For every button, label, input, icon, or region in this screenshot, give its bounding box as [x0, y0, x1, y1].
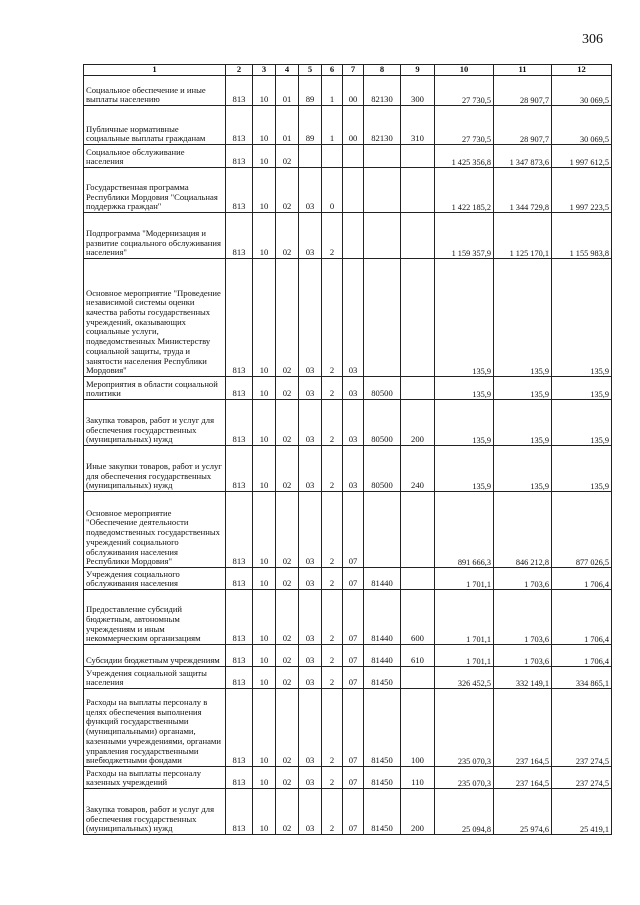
amount-cell: 135,9 [494, 259, 552, 377]
code-cell: 82130 [364, 106, 401, 145]
code-cell: 300 [401, 76, 435, 106]
code-cell: 2 [322, 568, 343, 590]
amount-cell: 1 997 612,5 [552, 145, 612, 168]
code-cell: 200 [401, 789, 435, 835]
code-cell: 07 [343, 590, 364, 645]
amount-cell: 1 706,4 [552, 590, 612, 645]
code-cell: 813 [226, 145, 253, 168]
code-cell: 02 [276, 259, 299, 377]
code-cell: 07 [343, 789, 364, 835]
amount-cell: 1 125 170,1 [494, 213, 552, 259]
code-cell: 81440 [364, 590, 401, 645]
amount-cell: 25 419,1 [552, 789, 612, 835]
code-cell: 2 [322, 645, 343, 667]
table-row [84, 400, 612, 446]
code-cell: 240 [401, 446, 435, 492]
code-cell: 02 [276, 213, 299, 259]
code-cell: 10 [253, 767, 276, 789]
amount-cell: 27 730,5 [435, 106, 494, 145]
code-cell: 10 [253, 568, 276, 590]
code-cell: 02 [276, 168, 299, 213]
code-cell: 813 [226, 259, 253, 377]
amount-cell: 1 703,6 [494, 645, 552, 667]
amount-cell: 237 274,5 [552, 767, 612, 789]
row-name-cell: Социальное обслуживание населения [84, 145, 226, 168]
code-cell: 82130 [364, 76, 401, 106]
amount-cell: 1 706,4 [552, 568, 612, 590]
amount-cell: 1 706,4 [552, 645, 612, 667]
code-cell: 1 [322, 106, 343, 145]
row-name-cell: Иные закупки товаров, работ и услуг для обеспечения государственных (муниципальных) нужд [84, 446, 226, 492]
code-cell: 813 [226, 568, 253, 590]
code-cell [401, 168, 435, 213]
code-cell: 813 [226, 767, 253, 789]
amount-cell: 30 069,5 [552, 76, 612, 106]
table-row [84, 446, 612, 492]
code-cell: 07 [343, 689, 364, 767]
row-name-cell: Закупка товаров, работ и услуг для обеспечения государственных (муниципальных) нужд [84, 789, 226, 835]
code-cell: 110 [401, 767, 435, 789]
amount-cell: 28 907,7 [494, 106, 552, 145]
code-cell: 02 [276, 400, 299, 446]
code-cell: 81450 [364, 789, 401, 835]
code-cell: 81450 [364, 667, 401, 689]
table-header-row [84, 65, 612, 76]
row-name-cell: Мероприятия в области социальной политики [84, 377, 226, 400]
code-cell: 89 [299, 76, 322, 106]
code-cell: 00 [343, 76, 364, 106]
code-cell: 10 [253, 667, 276, 689]
column-header: 9 [401, 65, 435, 76]
code-cell [401, 377, 435, 400]
code-cell: 02 [276, 789, 299, 835]
amount-cell: 237 164,5 [494, 767, 552, 789]
code-cell: 02 [276, 645, 299, 667]
amount-cell: 1 703,6 [494, 590, 552, 645]
code-cell: 02 [276, 377, 299, 400]
amount-cell: 135,9 [435, 400, 494, 446]
column-header: 2 [226, 65, 253, 76]
row-name-cell: Подпрограмма "Модернизация и развитие социального обслуживания населения" [84, 213, 226, 259]
code-cell: 03 [299, 789, 322, 835]
code-cell: 80500 [364, 446, 401, 492]
code-cell: 2 [322, 446, 343, 492]
code-cell [343, 145, 364, 168]
amount-cell: 1 701,1 [435, 568, 494, 590]
code-cell [322, 145, 343, 168]
code-cell [299, 145, 322, 168]
code-cell: 200 [401, 400, 435, 446]
amount-cell: 1 701,1 [435, 590, 494, 645]
column-header: 6 [322, 65, 343, 76]
row-name-cell: Расходы на выплаты персоналу казенных учреждений [84, 767, 226, 789]
code-cell [343, 213, 364, 259]
row-name-cell: Основное мероприятие "Проведение независимой системы оценки качества работы государственных учреждений, оказывающих социальные услуги, подведомственных Министерству социальной защиты, труда и занятости населения Республики Мордовия" [84, 259, 226, 377]
table-row [84, 145, 612, 168]
code-cell: 10 [253, 106, 276, 145]
code-cell [401, 492, 435, 568]
code-cell [364, 492, 401, 568]
amount-cell: 135,9 [435, 259, 494, 377]
column-header: 10 [435, 65, 494, 76]
code-cell: 600 [401, 590, 435, 645]
code-cell [401, 259, 435, 377]
column-header: 3 [253, 65, 276, 76]
code-cell: 2 [322, 590, 343, 645]
amount-cell: 135,9 [552, 259, 612, 377]
table-row [84, 377, 612, 400]
amount-cell: 1 347 873,6 [494, 145, 552, 168]
code-cell: 03 [343, 377, 364, 400]
code-cell [401, 568, 435, 590]
table-row [84, 259, 612, 377]
code-cell: 10 [253, 145, 276, 168]
code-cell [364, 145, 401, 168]
code-cell: 2 [322, 259, 343, 377]
code-cell: 813 [226, 400, 253, 446]
table-row [84, 213, 612, 259]
amount-cell: 332 149,1 [494, 667, 552, 689]
code-cell [343, 168, 364, 213]
amount-cell: 135,9 [552, 377, 612, 400]
code-cell: 10 [253, 789, 276, 835]
table-row [84, 689, 612, 767]
code-cell: 10 [253, 689, 276, 767]
table-row [84, 492, 612, 568]
code-cell: 2 [322, 767, 343, 789]
row-name-cell: Государственная программа Республики Мордовия "Социальная поддержка граждан" [84, 168, 226, 213]
code-cell: 100 [401, 689, 435, 767]
table-row [84, 168, 612, 213]
code-cell: 03 [299, 492, 322, 568]
code-cell: 813 [226, 645, 253, 667]
code-cell: 03 [299, 168, 322, 213]
code-cell [364, 213, 401, 259]
column-header: 1 [84, 65, 226, 76]
code-cell: 813 [226, 446, 253, 492]
amount-cell: 1 997 223,5 [552, 168, 612, 213]
amount-cell: 237 164,5 [494, 689, 552, 767]
amount-cell: 27 730,5 [435, 76, 494, 106]
table-row [84, 789, 612, 835]
row-name-cell: Публичные нормативные социальные выплаты гражданам [84, 106, 226, 145]
code-cell [401, 213, 435, 259]
code-cell: 03 [299, 590, 322, 645]
code-cell: 10 [253, 446, 276, 492]
row-name-cell: Учреждения социального обслуживания населения [84, 568, 226, 590]
table-row [84, 590, 612, 645]
amount-cell: 1 703,6 [494, 568, 552, 590]
code-cell: 81450 [364, 767, 401, 789]
code-cell: 03 [299, 400, 322, 446]
amount-cell: 28 907,7 [494, 76, 552, 106]
amount-cell: 235 070,3 [435, 689, 494, 767]
amount-cell: 326 452,5 [435, 667, 494, 689]
code-cell: 80500 [364, 400, 401, 446]
amount-cell: 1 155 983,8 [552, 213, 612, 259]
code-cell: 813 [226, 377, 253, 400]
code-cell [401, 145, 435, 168]
code-cell: 813 [226, 789, 253, 835]
amount-cell: 135,9 [494, 446, 552, 492]
code-cell: 03 [299, 645, 322, 667]
code-cell [364, 168, 401, 213]
code-cell: 2 [322, 667, 343, 689]
code-cell: 813 [226, 106, 253, 145]
code-cell: 03 [299, 767, 322, 789]
code-cell: 610 [401, 645, 435, 667]
amount-cell: 891 666,3 [435, 492, 494, 568]
code-cell: 02 [276, 492, 299, 568]
code-cell: 10 [253, 377, 276, 400]
code-cell: 03 [299, 213, 322, 259]
code-cell: 813 [226, 213, 253, 259]
row-name-cell: Закупка товаров, работ и услуг для обеспечения государственных (муниципальных) нужд [84, 400, 226, 446]
table-row [84, 667, 612, 689]
amount-cell: 1 425 356,8 [435, 145, 494, 168]
code-cell: 10 [253, 590, 276, 645]
row-name-cell: Основное мероприятие "Обеспечение деятельности подведомственных государственных учреждений социального обслуживания населения Республики Мордовия" [84, 492, 226, 568]
amount-cell: 135,9 [552, 400, 612, 446]
code-cell: 02 [276, 568, 299, 590]
table-row [84, 645, 612, 667]
amount-cell: 135,9 [494, 377, 552, 400]
code-cell: 03 [343, 259, 364, 377]
code-cell: 813 [226, 590, 253, 645]
amount-cell: 135,9 [494, 400, 552, 446]
code-cell: 07 [343, 667, 364, 689]
column-header: 7 [343, 65, 364, 76]
code-cell: 81450 [364, 689, 401, 767]
code-cell: 03 [299, 568, 322, 590]
row-name-cell: Учреждения социальной защиты населения [84, 667, 226, 689]
code-cell: 01 [276, 76, 299, 106]
code-cell: 813 [226, 76, 253, 106]
code-cell: 2 [322, 377, 343, 400]
code-cell: 02 [276, 145, 299, 168]
amount-cell: 846 212,8 [494, 492, 552, 568]
row-name-cell: Предоставление субсидий бюджетным, автономным учреждениям и иным некоммерческим организациям [84, 590, 226, 645]
code-cell: 10 [253, 492, 276, 568]
code-cell: 03 [299, 667, 322, 689]
amount-cell: 30 069,5 [552, 106, 612, 145]
table-row [84, 76, 612, 106]
amount-cell: 135,9 [552, 446, 612, 492]
amount-cell: 235 070,3 [435, 767, 494, 789]
code-cell: 10 [253, 213, 276, 259]
amount-cell: 25 094,8 [435, 789, 494, 835]
code-cell: 07 [343, 568, 364, 590]
code-cell: 02 [276, 446, 299, 492]
amount-cell: 1 701,1 [435, 645, 494, 667]
column-header: 8 [364, 65, 401, 76]
code-cell: 2 [322, 400, 343, 446]
code-cell: 03 [299, 259, 322, 377]
amount-cell: 877 026,5 [552, 492, 612, 568]
code-cell: 07 [343, 492, 364, 568]
code-cell: 03 [343, 400, 364, 446]
row-name-cell: Субсидии бюджетным учреждениям [84, 645, 226, 667]
code-cell: 2 [322, 492, 343, 568]
amount-cell: 135,9 [435, 377, 494, 400]
code-cell: 00 [343, 106, 364, 145]
row-name-cell: Социальное обеспечение и иные выплаты населению [84, 76, 226, 106]
code-cell: 07 [343, 767, 364, 789]
code-cell: 02 [276, 590, 299, 645]
code-cell: 02 [276, 667, 299, 689]
code-cell: 03 [299, 446, 322, 492]
table-row [84, 767, 612, 789]
code-cell: 813 [226, 492, 253, 568]
code-cell: 310 [401, 106, 435, 145]
column-header: 4 [276, 65, 299, 76]
code-cell: 07 [343, 645, 364, 667]
code-cell: 10 [253, 76, 276, 106]
code-cell: 02 [276, 767, 299, 789]
code-cell: 2 [322, 213, 343, 259]
code-cell: 80500 [364, 377, 401, 400]
amount-cell: 1 422 185,2 [435, 168, 494, 213]
code-cell: 01 [276, 106, 299, 145]
budget-table [83, 64, 612, 835]
row-name-cell: Расходы на выплаты персоналу в целях обеспечения выполнения функций государственными (муниципальными) органами, казенными учреждениями, органами управления государственными внебюджетными фондами [84, 689, 226, 767]
amount-cell: 25 974,6 [494, 789, 552, 835]
code-cell: 813 [226, 168, 253, 213]
code-cell: 0 [322, 168, 343, 213]
code-cell: 2 [322, 689, 343, 767]
code-cell: 10 [253, 400, 276, 446]
code-cell: 813 [226, 689, 253, 767]
amount-cell: 135,9 [435, 446, 494, 492]
code-cell: 81440 [364, 568, 401, 590]
code-cell [364, 259, 401, 377]
code-cell: 02 [276, 689, 299, 767]
code-cell: 03 [343, 446, 364, 492]
code-cell: 89 [299, 106, 322, 145]
table-row [84, 106, 612, 145]
table-row [84, 568, 612, 590]
amount-cell: 334 865,1 [552, 667, 612, 689]
code-cell: 81440 [364, 645, 401, 667]
column-header: 5 [299, 65, 322, 76]
code-cell: 813 [226, 667, 253, 689]
code-cell: 10 [253, 168, 276, 213]
page-number: 306 [582, 32, 603, 47]
code-cell: 10 [253, 645, 276, 667]
code-cell: 2 [322, 789, 343, 835]
column-header: 12 [552, 65, 612, 76]
amount-cell: 1 159 357,9 [435, 213, 494, 259]
column-header: 11 [494, 65, 552, 76]
code-cell: 03 [299, 689, 322, 767]
code-cell [401, 667, 435, 689]
code-cell: 03 [299, 377, 322, 400]
code-cell: 10 [253, 259, 276, 377]
amount-cell: 1 344 729,8 [494, 168, 552, 213]
amount-cell: 237 274,5 [552, 689, 612, 767]
code-cell: 1 [322, 76, 343, 106]
table-body [84, 65, 612, 835]
